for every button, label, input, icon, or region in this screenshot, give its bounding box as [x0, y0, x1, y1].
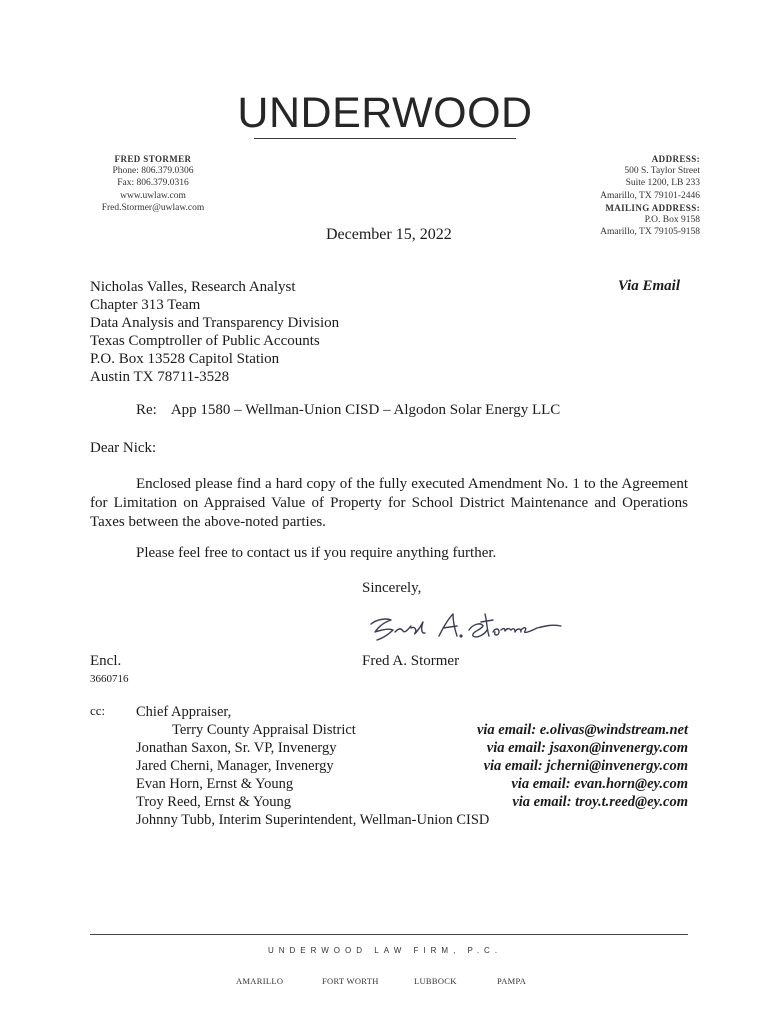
recipient-line: Nicholas Valles, Research Analyst — [90, 279, 296, 295]
logo-underline — [254, 138, 516, 139]
cc-entry — [136, 703, 688, 721]
address-suite: Suite 1200, LB 233 — [625, 178, 700, 189]
subject-line — [136, 402, 560, 419]
salutation: Dear Nick: — [90, 440, 157, 456]
recipient-line: Austin TX 78711-3528 — [90, 369, 230, 385]
attorney-email[interactable]: Fred.Stormer@uwlaw.com — [101, 202, 205, 213]
cc-label: cc: — [90, 703, 106, 718]
cc-name: Johnny Tubb, Interim Superintendent, Wellman-Union CISD — [136, 812, 490, 828]
mailing-address-label: MAILING ADDRESS: — [605, 202, 700, 213]
cc-name: Evan Horn, Ernst & Young — [136, 776, 294, 792]
mailing-po-box: P.O. Box 9158 — [644, 215, 700, 226]
cc-name: Jonathan Saxon, Sr. VP, Invenergy — [136, 740, 337, 756]
subject-label: Re: — [136, 402, 157, 418]
firm-website[interactable]: www.uwlaw.com — [120, 190, 186, 201]
cc-entry — [136, 811, 688, 829]
cc-name: Chief Appraiser, — [136, 704, 232, 720]
recipient-line: P.O. Box 13528 Capitol Station — [90, 351, 280, 367]
recipient-address-block — [90, 278, 339, 386]
closing: Sincerely, — [362, 580, 422, 596]
footer-divider — [90, 934, 688, 935]
address-street: 500 S. Taylor Street — [624, 166, 700, 177]
cc-entry — [136, 793, 688, 811]
footer-city: AMARILLO — [236, 976, 284, 986]
cc-entry — [136, 721, 688, 739]
cc-name: Terry County Appraisal District — [172, 722, 356, 738]
cc-entry — [136, 739, 688, 757]
cc-email[interactable]: via email: troy.t.reed@ey.com — [512, 794, 688, 810]
firm-address-block — [520, 153, 700, 238]
address-city: Amarillo, TX 79101-2446 — [600, 190, 700, 201]
footer-firm-name: UNDERWOOD LAW FIRM, P.C. — [267, 946, 503, 955]
signer-name: Fred A. Stormer — [362, 653, 460, 669]
footer-city: FORT WORTH — [322, 976, 379, 986]
footer-city: LUBBOCK — [414, 976, 457, 986]
recipient-line: Data Analysis and Transparency Division — [90, 315, 340, 331]
cc-entry — [136, 775, 688, 793]
cc-email[interactable]: via email: jcherni@invenergy.com — [483, 758, 688, 774]
letter-date: December 15, 2022 — [326, 226, 452, 243]
address-label: ADDRESS: — [651, 154, 700, 164]
attorney-name: FRED STORMER — [114, 154, 192, 164]
firm-logo: UNDERWOOD — [237, 89, 533, 137]
attorney-phone: Phone: 806.379.0306 — [112, 166, 194, 177]
cc-name: Troy Reed, Ernst & Young — [136, 794, 291, 810]
delivery-method: Via Email — [617, 278, 680, 294]
handwritten-signature — [365, 606, 565, 646]
body-paragraph: Enclosed please find a hard copy of the fully executed Amendment No. 1 to the Agreement for Limitation on Appraised Value of Property for School District Maintenance and Operations Taxes between the above-noted parties. — [90, 476, 688, 530]
footer-city: PAMPA — [497, 976, 527, 986]
subject-text: App 1580 – Wellman-Union CISD – Algodon Solar Energy LLC — [170, 402, 561, 418]
attorney-contact-block — [78, 153, 228, 214]
cc-email[interactable]: via email: e.olivas@windstream.net — [476, 722, 688, 738]
enclosure-note: Encl. — [90, 653, 122, 669]
body-paragraph: Please feel free to contact us if you require anything further. — [136, 545, 497, 561]
attorney-fax: Fax: 806.379.0316 — [117, 178, 189, 189]
cc-email[interactable]: via email: evan.horn@ey.com — [511, 776, 688, 792]
recipient-line: Chapter 313 Team — [90, 297, 201, 313]
cc-entry — [136, 757, 688, 775]
cc-name: Jared Cherni, Manager, Invenergy — [136, 758, 334, 774]
cc-email[interactable]: via email: jsaxon@invenergy.com — [486, 740, 688, 756]
document-number: 3660716 — [90, 673, 129, 685]
recipient-line: Texas Comptroller of Public Accounts — [90, 333, 320, 349]
mailing-city: Amarillo, TX 79105-9158 — [600, 227, 700, 238]
